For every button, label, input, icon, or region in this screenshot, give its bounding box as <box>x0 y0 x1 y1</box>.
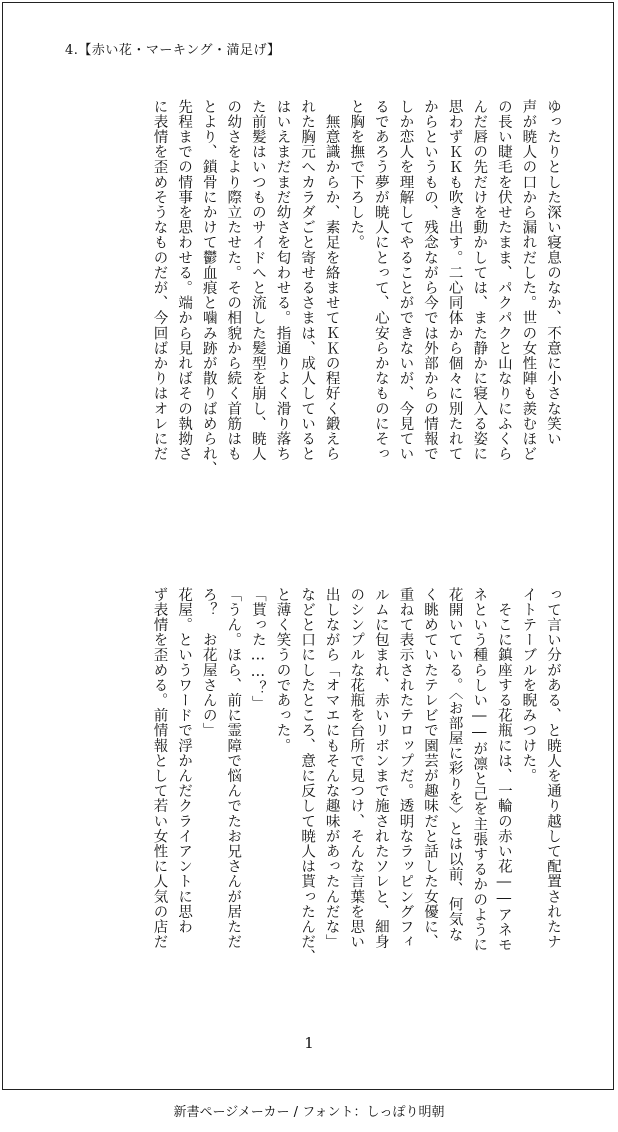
text-line: そこに鎮座する花瓶には、一輪の赤い花――アネモ <box>495 587 512 953</box>
text-line: と胸を撫で下ろした。 <box>348 99 365 250</box>
text-line: 思わずＫＫも吹き出す。二心同体から個々に別たれて <box>446 99 463 462</box>
text-line: 声が暁人の口から漏れだした。世の女性陣も羨むほど <box>520 99 537 462</box>
text-line: しか恋人を理解してやることができないが、今見てい <box>397 99 414 462</box>
chapter-title: 4.【赤い花・マーキング・満足げ】 <box>65 43 281 58</box>
text-line: 無意識からか、素足を絡ませてＫＫの程好く鍛えら <box>323 99 340 462</box>
text-line: に表情を歪めそうなものだが、今回ばかりはオレにだ <box>151 99 168 462</box>
text-line: のシンプルな花瓶を台所で見つけ、そんな言葉を思い <box>348 587 365 950</box>
text-line: んだ唇の先だけを動かしては、また静かに寝入る姿に <box>471 99 488 462</box>
page-number: 1 <box>304 1034 314 1052</box>
upper-text-block <box>55 99 565 529</box>
text-line: た前髪はいつものサイドへと流した髪型を崩し、暁人 <box>249 99 266 462</box>
lower-text-block <box>55 587 565 997</box>
text-line: 花屋。というワードで浮かんだクライアントに思わ <box>176 587 193 935</box>
page-frame <box>2 2 614 1090</box>
text-line: 「うん。ほら、前に霊障で悩んでたお兄さんが居ただ <box>225 587 242 950</box>
text-line: の幼さをより際立たせた。その相貌から続く首筋はも <box>225 99 242 462</box>
text-line: ろ？ お花屋さんの」 <box>200 587 217 738</box>
text-line: と薄く笑うのであった。 <box>274 587 291 754</box>
text-line: 先程までの情事を思わせる。端から見ればその執拗さ <box>176 99 193 462</box>
text-line: はいえまだまだ幼さを匂わせる。指通りよく滑り落ち <box>274 99 291 462</box>
text-line: 重ねて表示されたテロップだ。透明なラッピングフィ <box>397 587 414 950</box>
text-line: く眺めていたテレビで園芸が趣味だと話した女優に、 <box>422 587 439 950</box>
text-line: るであろう夢が暁人にとって、心安らかなものにそっ <box>372 99 389 462</box>
text-line: ネという種らしい――が凛と己を主張するかのように <box>471 587 488 953</box>
text-line: ゆったりとした深い寝息のなか、不意に小さな笑い <box>545 99 561 447</box>
footer-credit: 新書ページメーカー / フォント：しっぽり明朝 <box>173 1105 445 1120</box>
text-line: からというもの、残念ながら今では外部からの情報で <box>422 99 439 462</box>
text-line: とより、鎖骨にかけて鬱血痕と噛み跡が散りばめられ、 <box>200 99 217 477</box>
text-line: 花開いている。〈お部屋に彩りを〉とは以前、何気な <box>446 587 463 943</box>
text-line: の長い睫毛を伏せたまま、パクパクと山なりにふくら <box>495 99 512 462</box>
text-line: などと口にしたところ、意に反して暁人は貰ったんだ、 <box>299 587 316 965</box>
text-line: 「貰った……？」 <box>249 587 266 711</box>
text-line: 出しながら「オマエにもそんな趣味があったんだな」 <box>323 587 340 950</box>
text-line: って言い分がある、と暁人を通り越して配置されたナ <box>545 587 561 950</box>
text-line: ルムに包まれ、赤いリボンまで施されたソレと、細身 <box>372 587 389 950</box>
text-line: ず表情を歪める。前情報として若い女性に人気の店だ <box>151 587 168 950</box>
text-line: れた胸元へカラダごと寄せるさまは、成人していると <box>299 99 316 462</box>
text-line: イトテーブルを睨みつけた。 <box>520 587 537 784</box>
